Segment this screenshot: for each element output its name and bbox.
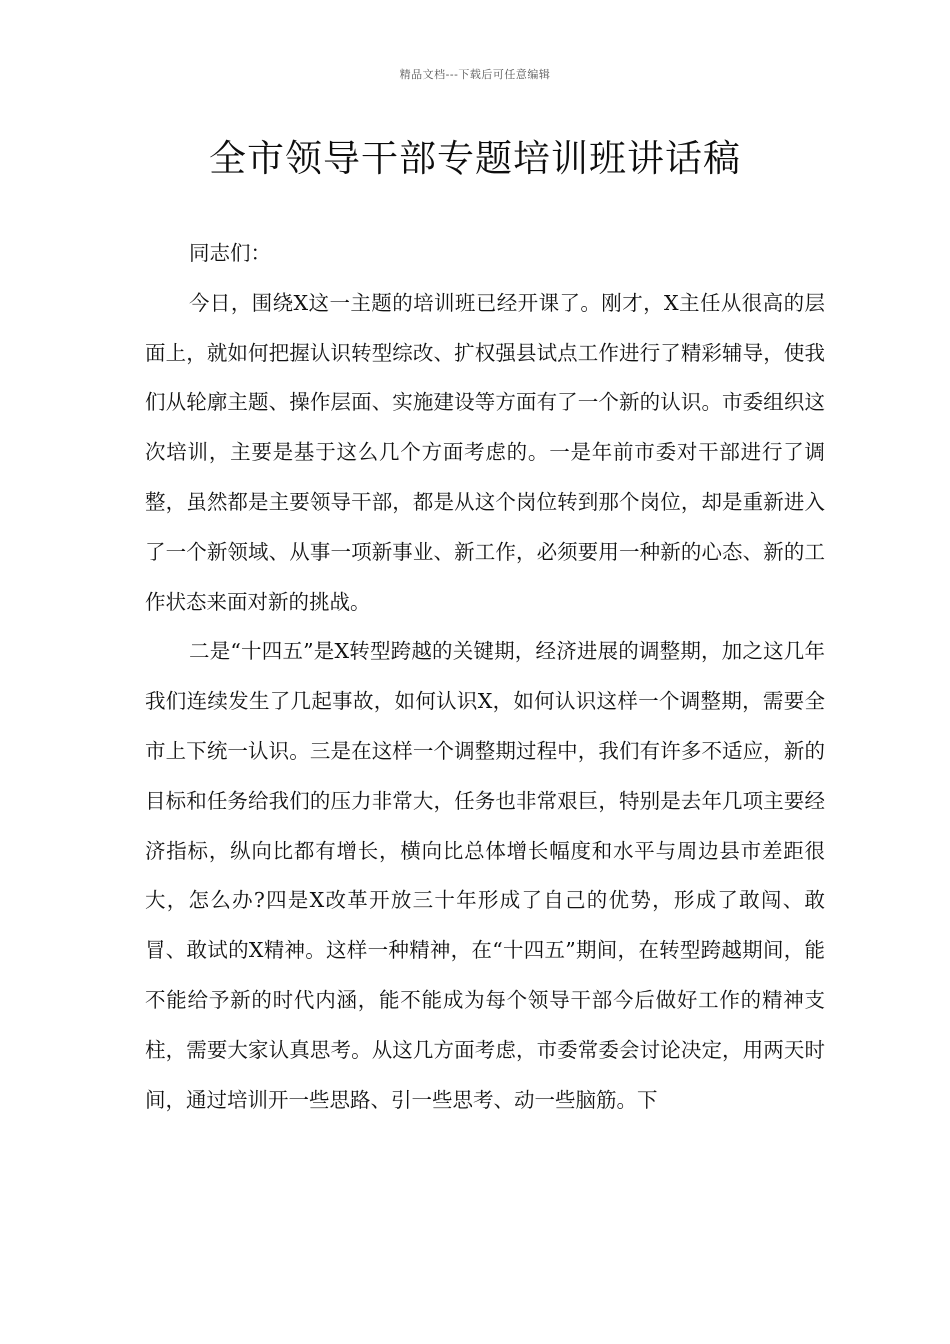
document-title: 全市领导干部专题培训班讲话稿 [209,137,741,180]
salutation: 同志们： [189,241,271,265]
document-body [145,229,825,1125]
paragraph: 二是“十四五”是X转型跨越的关键期，经济进展的调整期，加之这几年我们连续发生了几起事故，如何认识X，如何认识这样一个调整期，需要全市上下统一认识。三是在这样一个调整期过程中，我们有许多不适应，新的目标和任务给我们的压力非常大，任务也非常艰巨，特别是去年几项主要经济指标，纵向比都有增长，横向比总体增长幅度和水平与周边县市差距很大，怎么办?四是X改革开放三十年形成了自己的优势，形成了敢闯、敢冒、敢试的X精神。这样一种精神，在“十四五”期间，在转型跨越期间，能不能给予新的时代内涵，能不能成为每个领导干部今后做好工作的精神支柱，需要大家认真思考。从这几方面考虑，市委常委会讨论决定，用两天时间，通过培训开一些思路、引一些思考、动一些脑筋。下 [145,639,825,1112]
paragraph: 今日，围绕X这一主题的培训班已经开课了。刚才，X主任从很高的层面上，就如何把握认识转型综改、扩权强县试点工作进行了精彩辅导，使我们从轮廓主题、操作层面、实施建设等方面有了一个新的认识。市委组织这次培训，主要是基于这么几个方面考虑的。一是年前市委对干部进行了调整，虽然都是主要领导干部，都是从这个岗位转到那个岗位，却是重新进入了一个新领域、从事一项新事业、新工作，必须要用一种新的心态、新的工作状态来面对新的挑战。 [145,290,825,614]
header-note: 精品文档---下载后可任意编辑 [399,68,551,81]
